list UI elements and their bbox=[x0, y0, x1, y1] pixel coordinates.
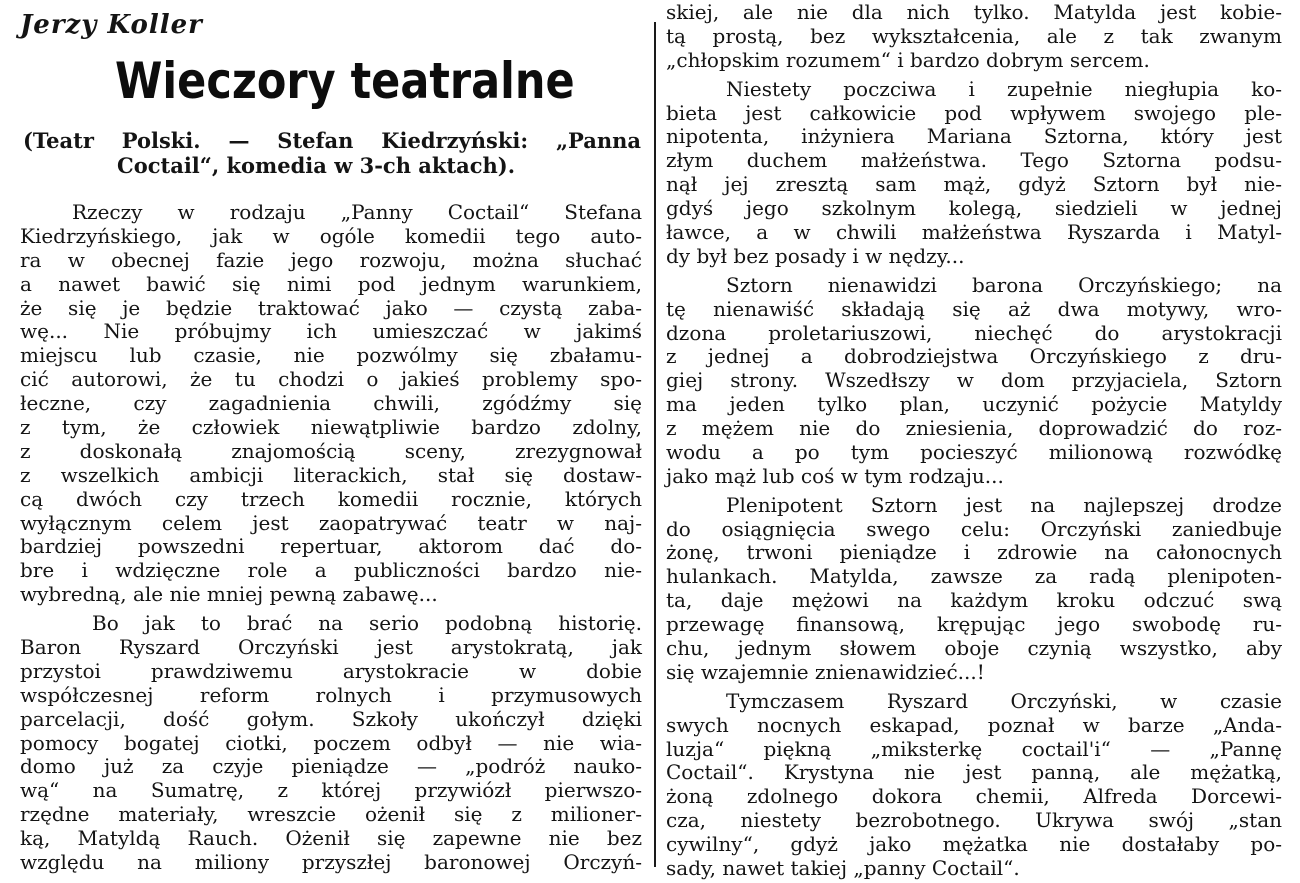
text-line: jako mąż lub coś w tym rodzaju... bbox=[666, 464, 1004, 488]
subheading-line: (Teatr Polski. — Stefan Kiedrzyński: „Panna bbox=[23, 128, 641, 153]
text-line: wę... Nie próbujmy ich umieszczać w jakimś bbox=[20, 319, 642, 343]
text-line: ma jeden tylko plan, uczynić pożycie Matyldy bbox=[666, 392, 1282, 416]
text-line: Rzeczy w rodzaju „Panny Coctail“ Stefana bbox=[72, 200, 642, 224]
text-line: bardziej powszedni repertuar, aktorom dać do- bbox=[20, 534, 642, 558]
text-line: tę nienawiść składają się aż dwa motywy, wro- bbox=[666, 297, 1282, 321]
text-line: z wszelkich ambicji literackich, stał się dostaw- bbox=[20, 463, 642, 487]
text-line: żoną zdolnego dokora chemii, Alfreda Dorcewi- bbox=[666, 784, 1282, 808]
text-line: Niestety poczciwa i zupełnie niegłupia ko- bbox=[726, 77, 1282, 101]
headline: Wieczory teatralne bbox=[115, 52, 575, 110]
text-line: sady, nawet takiej „panny Coctail“. bbox=[666, 856, 1020, 880]
text-line: luzja“ piękną „miksterkę coctail'i“ — „Pannę bbox=[666, 737, 1282, 761]
text-line: bre i wdzięczne role a publiczności bardzo nie- bbox=[20, 558, 642, 582]
text-line: z mężem nie do zniesienia, doprowadzić do roz- bbox=[666, 416, 1282, 440]
text-line: przystoi prawdziwemu arystokracie w dobie bbox=[20, 659, 642, 683]
text-line: wybredną, ale nie mniej pewną zabawę... bbox=[20, 582, 438, 606]
text-line: się wzajemnie znienawidzieć...! bbox=[666, 660, 985, 684]
text-line: przewagę finansową, krępując jego swobodę ru- bbox=[666, 612, 1282, 636]
text-line: wyłącznym celem jest zaopatrywać teatr w naj- bbox=[20, 511, 642, 535]
text-line: że się je będzie traktować jako — czystą zaba- bbox=[20, 296, 642, 320]
text-line: Plenipotent Sztorn jest na najlepszej drodze bbox=[726, 493, 1282, 517]
text-line: z tym, że człowiek niewątpliwie bardzo zdolny, bbox=[20, 415, 642, 439]
text-line: do osiągnięcia swego celu: Orczyński zaniedbuje bbox=[666, 517, 1282, 541]
text-line: rzędne materiały, wreszcie ożenił się z milioner- bbox=[20, 802, 642, 826]
text-line: dzona proletariuszowi, niechęć do arystokracji bbox=[666, 321, 1282, 345]
text-line: swych nocnych eskapad, poznał w barze „Anda- bbox=[666, 713, 1282, 737]
text-line: ta, daje mężowi na każdym kroku odczuć swą bbox=[666, 588, 1282, 612]
text-line: łeczne, czy zagadnienia chwili, zgódźmy się bbox=[20, 391, 642, 415]
text-line: złym duchem małżeństwa. Tego Sztorna podsu- bbox=[666, 148, 1282, 172]
text-line: ką, Matyldą Rauch. Ożenił się zapewne nie bez bbox=[20, 826, 642, 850]
text-line: współczesnej reform rolnych i przymusowych bbox=[20, 683, 642, 707]
column-divider bbox=[654, 22, 656, 867]
text-line: względu na miliony przyszłej baronowej Orczyń- bbox=[20, 850, 642, 874]
text-line: wodu a po tym pocieszyć milionową rozwódkę bbox=[666, 440, 1282, 464]
text-line: parcelacji, dość gołym. Szkoły ukończył dzięki bbox=[20, 707, 642, 731]
text-line: cza, niestety bezrobotnego. Ukrywa swój „stan bbox=[666, 808, 1282, 832]
text-line: Sztorn nienawidzi barona Orczyńskiego; na bbox=[726, 273, 1282, 297]
text-line: giej strony. Wszedłszy w dom przyjaciela, Sztorn bbox=[666, 368, 1282, 392]
text-line: Tymczasem Ryszard Orczyński, w czasie bbox=[726, 689, 1282, 713]
text-line: Kiedrzyńskiego, jak w ogóle komedii tego auto- bbox=[20, 224, 642, 248]
text-line: gdyś jego szkolnym kolegą, siedzieli w jednej bbox=[666, 196, 1282, 220]
text-line: chu, jednym słowem oboje czynią wszystko, aby bbox=[666, 636, 1282, 660]
text-line: cywilny“, gdyż jako mężatka nie dostałaby po- bbox=[666, 832, 1282, 856]
text-line: nął jej zresztą sam mąż, gdyż Sztorn był nie- bbox=[666, 172, 1282, 196]
text-line: dy był bez posady i w nędzy... bbox=[666, 244, 965, 268]
text-line: ra w obecnej fazie jego rozwoju, można słuchać bbox=[20, 248, 642, 272]
text-line: Baron Ryszard Orczyński jest arystokratą, jak bbox=[20, 635, 642, 659]
subheading-line: Coctail“, komedia w 3-ch aktach). bbox=[117, 153, 516, 178]
text-line: wą“ na Sumatrę, z której przywiózł pierwszo- bbox=[20, 778, 642, 802]
author-byline: Jerzy Koller bbox=[20, 10, 203, 40]
text-line: żonę, trwoni pieniądze i zdrowie na całonocnych bbox=[666, 540, 1282, 564]
text-line: ławce, a w chwili małżeństwa Ryszarda i Matyl- bbox=[666, 220, 1282, 244]
text-line: domo już za czyje pieniądze — „podróż nauko- bbox=[20, 754, 642, 778]
text-line: z jednej a dobrodziejstwa Orczyńskiego z dru- bbox=[666, 344, 1282, 368]
text-line: hulankach. Matylda, zawsze za radą plenipoten- bbox=[666, 564, 1282, 588]
text-line: a nawet bawić się nimi pod jednym warunkiem, bbox=[20, 272, 642, 296]
text-line: „chłopskim rozumem“ i bardzo dobrym sercem. bbox=[666, 48, 1150, 72]
text-line: nipotenta, inżyniera Mariana Sztorna, który jest bbox=[666, 124, 1282, 148]
text-line: cą dwóch czy trzech komedii rocznie, których bbox=[20, 487, 642, 511]
text-line: z doskonałą znajomością sceny, zrezygnował bbox=[20, 439, 642, 463]
text-line: pomocy bogatej ciotki, poczem odbył — nie wia- bbox=[20, 731, 642, 755]
text-line: bieta jest całkowicie pod wpływem swojego ple- bbox=[666, 101, 1282, 125]
text-line: miejscu lub czasie, nie pozwólmy się zbałamu- bbox=[20, 343, 642, 367]
text-line: Bo jak to brać na serio podobną historię. bbox=[92, 611, 642, 635]
text-line: cić autorowi, że tu chodzi o jakieś problemy spo- bbox=[20, 367, 642, 391]
text-line: tą prostą, bez wykształcenia, ale z tak zwanym bbox=[666, 24, 1282, 48]
text-line: skiej, ale nie dla nich tylko. Matylda jest kobie- bbox=[666, 0, 1282, 24]
text-line: Coctail“. Krystyna nie jest panną, ale mężatką, bbox=[666, 760, 1282, 784]
